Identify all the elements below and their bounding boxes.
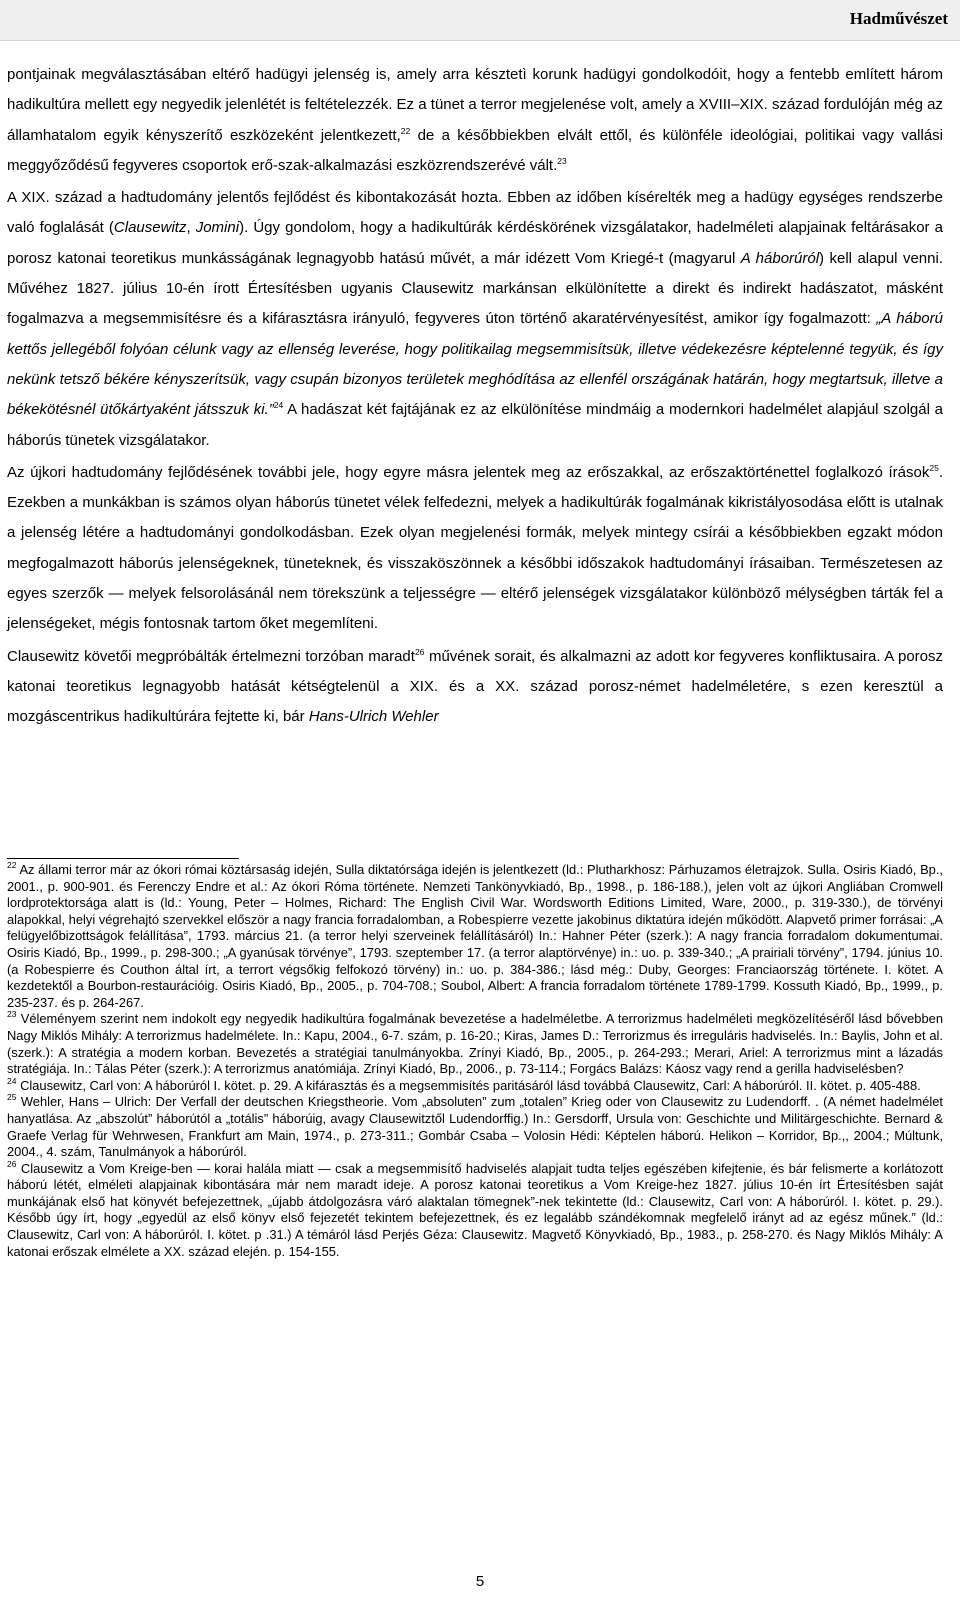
page-number: 5 [475, 1573, 485, 1590]
paragraph-2: A XIX. század a hadtudomány jelentős fejlődést és kibontakozását hozta. Ebben az időben kísérelték meg a hadügy egységes rendszerbe való foglalását (Clausewitz, Jomini). Úgy gondolom, hogy a hadikultúrák kérdéskörének vizsgálatakor, hadelméleti alapjainak feltárásakor a porosz katonai teoretikus munkásságának legnagyobb hatású művét, a már idézett Vom Kriegé-t (magyarul A háborúról) kell alapul venni. Művéhez 1827. július 10-én írott Értesítésben ugyanis Clausewitz markánsan elkülönítette a direkt és indirekt hadászatot, másként fogalmazva a megsemmisítésre és a kifárasztásra irányuló, fegyveres úton történő akaratérvényesítést, amikor így fogalmazott: „A háború kettős jellegéből folyóan célunk vagy az ellenség leverése, hogy politikailag megsemmisítsük, illetve védekezésre képtelenné tegyük, és így nekünk tetsző békére kényszerítsük, vagy csupán bizonyos területek meghódítása az ellenfél országának határán, hogy megtartsuk, illetve a békekötésnél ütőkártyaként játsszuk ki.”$^{24}$ A hadászat két fajtájának ez az elkülönítése mindmáig a modernkori hadelmélet alapjául szolgál a háborús tünetek vizsgálatakor. [7, 189, 943, 449]
running-header [0, 0, 960, 41]
footnote-25: $^{25}$ Wehler, Hans – Ulrich: Der Verfall der deutschen Kriegstheorie. Vom „absoluten” zum „totalen” Krieg oder von Clausewitz zu Ludendorff. . (A német hadelmélet hanyatlása. Az „abszolút” háborútól a „totális” háborúig, avagy Clausewitztől Ludendorffig.) In.: Gersdorff, Ursula von: Geschichte und Militärgeschichte. Bernard & Graefe Verlag für Wehrwesen, Frankfurt am Main, 1974., p. 273-311.; Gombár Csaba – Volosin Hédi: Képtelen háború. Helikon – Korridor, Bp.,, 2004.; Múltunk, 2004., 4. szám, Tanulmányok a háborúról. [7, 1092, 943, 1160]
paragraph-3: Az újkori hadtudomány fejlődésének további jele, hogy egyre másra jelentek meg az erőszakkal, az erőszaktörténettel foglalkozó írások$^{25}$. Ezekben a munkákban is számos olyan háborús tünetet vélek felfedezni, melyek a hadikultúrák fogalmának kikristályosodása előtt is utalnak a jelenség létére a hadtudományi gondolkodásban. Ezek olyan megjelenési formák, melyek mintegy csírái a későbbiekben egzakt módon megfogalmazott háborús jelenségeknek, tüneteknek, és visszaköszönnek a későbbi időszakok hadtudományi írásaiban. Természetesen az egyes szerzők — melyek felsorolásánál nem törekszünk a teljességre — eltérő jelenségek vizsgálatakor különböző mélységben tárták fel a jelenségeket, mégis fontosnak tartom őket megemlíteni. [7, 462, 943, 633]
footnote-23: $^{23}$ Véleményem szerint nem indokolt egy negyedik hadikultúra fogalmának bevezetése a hadelméletbe. A terrorizmus hadelméleti megközelítéséről lásd bővebben Nagy Miklós Mihály: A terrorizmus hadelmélete. In.: Kapu, 2004., 6-7. szám, p. 16-20.; Kiras, James D.: Terrorizmus és irreguláris hadviselés. In.: Baylis, John et al. (szerk.): A stratégia a modern korban. Bevezetés a stratégiai tanulmányokba. Zrínyi Kiadó, Bp., 2005., p. 264-293.; Merari, Ariel: A terrorizmus mint a lázadás stratégiája. In.: Tálas Péter (szerk.): A terrorizmus anatómiája. Zrínyi Kiadó, Bp., 2006., p. 73-114.; Forgács Balázs: Káosz vagy rend a gerilla hadviselésben? [7, 1009, 943, 1077]
main-body-text [7, 60, 943, 733]
footnote-ref-25[interactable]: 25 [929, 462, 939, 473]
footnote-ref-23[interactable]: 23 [557, 155, 567, 166]
footnote-separator [7, 858, 239, 859]
footnotes [7, 862, 943, 1260]
paragraph-4: Clausewitz követői megpróbálták értelmezni torzóban maradt$^{26}$ művének sorait, és alkalmazni az adott kor fegyveres konfliktusaira. A porosz katonai teoretikus legnagyobb hatását kétségtelenül a XIX. és a XX. század porosz-német hadelméletére, s ezen keresztül a mozgáscentrikus hadikultúrára fejtette ki, bár Hans-Ulrich Wehler [7, 646, 943, 726]
header-title: Hadművészet [849, 9, 948, 28]
footnote-24: $^{24}$ Clausewitz, Carl von: A háborúról I. kötet. p. 29. A kifárasztás és a megsemmisítés paritásáról lásd továbbá Clausewitz, Carl: A háborúról. II. kötet. p. 405-488. [7, 1075, 921, 1093]
footnote-22: $^{22}$ Az állami terror már az ókori római köztársaság idején, Sulla diktatórsága idején is jelentkezett (ld.: Plutharkhosz: Párhuzamos életrajzok. Sulla. Osiris Kiadó, Bp., 2001., p. 900-901. és Ferenczy Endre et al.: Az ókori Róma története. Nemzeti Tankönyvkiadó, Bp., 1998., p. 186-188.), jelen volt az újkori Angliában Cromwell lordprotektorsága alatt is (ld.: Young, Peter – Holmes, Richard: The English Civil War. Wordsworth Editions Limited, Ware, 2000., p. 319-330.), de törvényi alapokkal, helyi végrehajtó szervekkel először a nagy francia forradalomban, a Robespierre vezette jakobinus diktatúra idején működött. Alapvető primer forrásai: „A felügyelőbizottságok felállítása”, 1793. március 21. (a terror helyi szerveinek felállításáról) In.: Hahner Péter (szerk.): A nagy francia forradalom dokumentumai. Osiris Kiadó, Bp., 1999., p. 298-300.; „A gyanúsak törvénye”, 1793. szeptember 17. (a terror alaptörvénye) in.: uo. p. 339-340.; „A prairiali törvény”, 1794. június 10. (a Robespierre és Couthon által írt, a terrort végsőkig felfokozó törvény) in.: uo. p. 384-386.; lásd még.: Duby, Georges: Franciaország története. I. kötet. A kezdetektől a Bourbon-restaurációig. Osiris Kiadó, Bp., 2005., p. 704-708.; Soubol, Albert: A francia forradalom története 1789-1799. Kossuth Kiadó, Bp., 1999., p. 235-237. és p. 264-267. [7, 860, 944, 1010]
footnote-ref-24[interactable]: 24 [273, 400, 284, 411]
clausewitz-quote: „A háború kettős jellegéből folyóan célunk vagy az ellenség leverése, hogy politikailag megsemmisítsük, illetve védekezésre képtelenné tegyük, és így nekünk tetsző békére kényszerítsük, vagy csupán bizonyos területek meghódítása az ellenfél országának határán, hogy megtartsuk, illetve a békekötésnél ütőkártyaként játsszuk ki.” [7, 310, 943, 419]
footnote-26: $^{26}$ Clausewitz a Vom Kreige-ben — korai halála miatt — csak a megsemmisítő hadviselés alapjait tudta teljes egészében kifejtenie, és bár felismerte a korlátozott háború létét, elméleti alapjainak kibontására már nem maradt ideje. A porosz katonai teoretikus a Vom Kreige-hez 1827. július 10-én írt Értesítésben saját munkájának első hat könyvét befejezettnek, „újabb átdolgozásra váró alaktalan tömegnek”-nek tekintette (ld.: Clausewitz, Carl von: A háborúról. I. kötet. p. 29.). Később úgy írt, hogy „egyedül az első könyv első fejezetét tekintem befejezettnek, és ez legalább szándékomnak megfelelő irányt ad az egész műnek.” (ld.: Clausewitz, Carl von: A háborúról. I. kötet. p .31.) A témáról lásd Perjés Géza: Clausewitz. Magvető Könyvkiadó, Bp., 1983., p. 258-270. és Nagy Miklós Mihály: A katonai erőszak elmélete a XX. század elején. p. 154-155. [7, 1158, 943, 1259]
footnote-ref-22[interactable]: 22 [400, 125, 411, 136]
footnote-ref-26[interactable]: 26 [414, 646, 425, 657]
paragraph-1: pontjainak megválasztásában eltérő hadügyi jelenség is, amely arra késztetì korunk hadügyi gondolkodóit, hogy a fentebb említett három hadikultúra mellett egy negyedik jelenlétét is feltételezzék. Ez a tünet a terror megjelenése volt, amely a XVIII–XIX. század fordulóján még az államhatalom egyik kényszerítő eszközeként jelentkezett,$^{22}$ de a későbbiekben elvált ettől, és különféle ideológiai, politikai vagy vallási meggyőződésű fegyveres csoportok erő-szak-alkalmazási eszközrendszerévé vált.$^{23}$ [7, 66, 943, 174]
